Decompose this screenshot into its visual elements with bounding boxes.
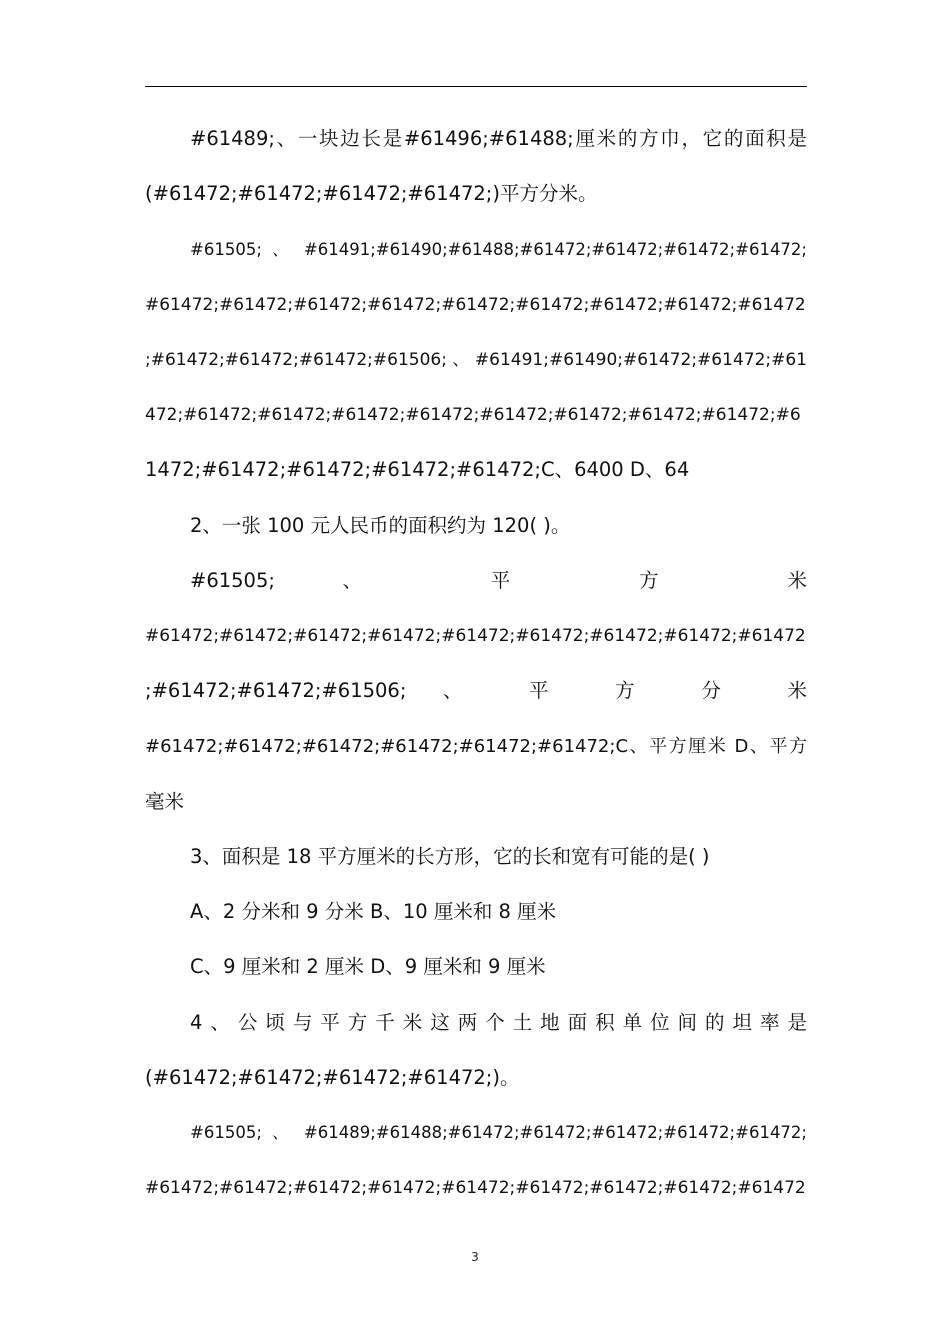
option-line: #61472;#61472;#61472;#61472;#61472;#61472;#61472;#61472;#61472	[145, 1178, 806, 1198]
question-1-line-2: (#61472;#61472;#61472;#61472;)平方分米。	[145, 182, 598, 205]
question-3: 3、面积是 18 平方厘米的长方形，它的长和宽有可能的是( )	[190, 845, 710, 868]
option-line: 毫米	[145, 790, 185, 813]
option-line: ;#61472;#61472;#61472;#61506; 、 #61491;#61490;#61472;#61472;#61	[145, 350, 807, 370]
option-line: A、2 分米和 9 分米 B、10 厘米和 8 厘米	[190, 900, 557, 923]
question-1-line-1: #61489;、一块边长是#61496;#61488;厘米的方巾，它的面积是	[190, 127, 807, 150]
option-line: #61472;#61472;#61472;#61472;#61472;#61472;#61472;#61472;#61472	[145, 295, 806, 315]
option-line: 1472;#61472;#61472;#61472;#61472;C、6400 D、64	[145, 458, 690, 481]
page-number: 3	[471, 1250, 479, 1264]
option-line: #61472;#61472;#61472;#61472;#61472;#61472;#61472;#61472;#61472	[145, 626, 806, 646]
header-rule	[145, 86, 807, 87]
option-line: ;#61472;#61472;#61506; 、 平 方 分 米	[145, 679, 807, 702]
question-4-line-2: (#61472;#61472;#61472;#61472;)。	[145, 1066, 520, 1089]
question-2: 2、一张 100 元人民币的面积约为 120( )。	[190, 514, 571, 537]
option-line: #61505; 、 平 方 米	[190, 569, 807, 592]
option-line: C、9 厘米和 2 厘米 D、9 厘米和 9 厘米	[190, 955, 546, 978]
option-line: #61505; 、 #61491;#61490;#61488;#61472;#61472;#61472;#61472;	[190, 240, 807, 259]
option-line: 472;#61472;#61472;#61472;#61472;#61472;#61472;#61472;#61472;#6	[145, 405, 801, 425]
option-line: #61472;#61472;#61472;#61472;#61472;#61472;C、平方厘米 D、平方	[145, 736, 807, 757]
option-line: #61505; 、 #61489;#61488;#61472;#61472;#61472;#61472;#61472;	[190, 1123, 807, 1142]
question-4-line-1: 4、公顷与平方千米这两个土地面积单位间的坦率是	[190, 1011, 807, 1034]
